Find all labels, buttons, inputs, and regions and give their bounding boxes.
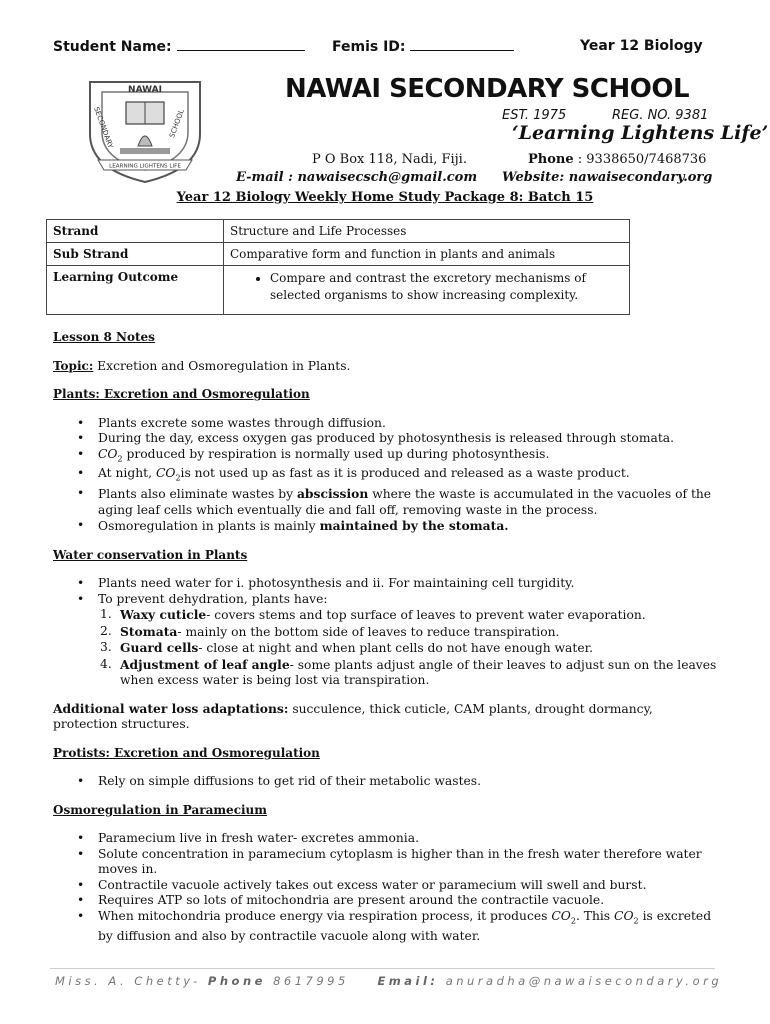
footer-teacher: Miss. A. Chetty-	[55, 974, 201, 988]
list-item: • Rely on simple diffusions to get rid of their metabolic wastes.	[53, 774, 718, 790]
item-text: - mainly on the bottom side of leaves to reduce transpiration.	[177, 624, 560, 639]
student-name-label: Student Name:	[53, 39, 172, 55]
plants-list	[53, 416, 718, 535]
water-heading: Water conservation in Plants	[53, 547, 248, 562]
protists-list	[53, 774, 718, 790]
item-number: 2.	[100, 623, 112, 638]
phone-number: : 9338650/7468736	[577, 152, 707, 167]
list-item-text: Osmoregulation in plants is mainly	[98, 519, 316, 534]
topic-line	[53, 359, 718, 375]
femis-id-field	[332, 38, 514, 55]
co2-formula: CO	[614, 908, 634, 923]
table-key: Learning Outcome	[47, 266, 224, 315]
school-name: NAWAI SECONDARY SCHOOL	[285, 74, 690, 104]
co2-formula: CO	[98, 446, 118, 461]
list-item-text: is not used up as fast as it is produced and released as a waste product.	[180, 466, 630, 481]
topic-value: Excretion and Osmoregulation in Plants.	[97, 358, 351, 373]
lesson-body	[53, 330, 718, 944]
lesson-label: Lesson 8 Notes	[53, 330, 155, 344]
co2-subscript: 2	[117, 453, 123, 463]
table-value: • Compare and contrast the excretory mechanisms of selected organisms to show increasing complexity.	[270, 270, 623, 304]
table-key: Sub Strand	[47, 243, 224, 266]
plants-heading: Plants: Excretion and Osmoregulation	[53, 387, 310, 401]
table-row	[47, 220, 630, 243]
item-number: 4.	[100, 656, 112, 671]
school-logo	[80, 74, 210, 186]
list-item	[53, 466, 718, 486]
additional-adaptations	[53, 701, 718, 733]
package-title: Year 12 Biology Weekly Home Study Package 8: Batch 15	[176, 190, 594, 205]
abscission-term: abscission	[296, 486, 369, 502]
list-item: • Contractile vacuole actively takes out excess water or paramecium will swell and burst.	[53, 878, 718, 894]
topic-label: Topic:	[53, 358, 94, 373]
list-item: • Requires ATP so lots of mitochondria are present around the contractile vacuole.	[53, 893, 718, 909]
list-item	[53, 518, 718, 535]
footer-email-label: Email:	[377, 974, 439, 988]
school-website: Website: nawaisecondary.org	[502, 170, 713, 185]
list-item-text: Plants also eliminate wastes by	[98, 487, 294, 502]
table-value-cell	[224, 266, 630, 315]
page-footer	[55, 974, 722, 988]
list-item: • Paramecium live in fresh water- excretes ammonia.	[53, 831, 718, 847]
phone-label: Phone	[528, 152, 574, 167]
numbered-item	[53, 624, 718, 641]
item-number: 1.	[100, 607, 112, 622]
item-text: - covers stems and top surface of leaves to prevent water evaporation.	[206, 608, 646, 623]
list-item	[53, 447, 718, 467]
item-term: Adjustment of leaf angle	[120, 656, 290, 672]
numbered-item	[53, 607, 718, 624]
femis-id-blank	[410, 38, 514, 51]
numbered-item	[53, 657, 718, 689]
protists-heading: Protists: Excretion and Osmoregulation	[53, 745, 320, 760]
registration-number: REG. NO. 9381	[612, 108, 709, 123]
item-term: Stomata	[120, 623, 178, 639]
paramecium-heading: Osmoregulation in Paramecium	[53, 802, 267, 817]
logo-banner: LEARNING LIGHTENS LIFE	[109, 163, 181, 170]
student-name-blank	[177, 38, 305, 51]
adaptation-list	[53, 607, 718, 689]
additional-text: succulence, thick cuticle, CAM plants, drought dormancy, protection structures.	[53, 701, 653, 732]
footer-email: anuradha@nawaisecondary.org	[445, 974, 723, 988]
table-value: Structure and Life Processes	[224, 220, 630, 243]
co2-subscript: 2	[570, 916, 576, 926]
logo-text-right: SCHOOL	[168, 108, 186, 139]
item-number: 3.	[100, 640, 112, 655]
table-key: Strand	[47, 220, 224, 243]
year-label: Year 12 Biology	[580, 38, 703, 54]
water-list	[53, 576, 718, 607]
item-text: - some plants adjust angle of their leaves to adjust sun on the leaves when excess water is being lost via transpiration.	[120, 657, 717, 688]
item-text: - close at night and when plant cells do not have enough water.	[198, 641, 594, 656]
school-motto: ‘Learning Lightens Life’	[512, 122, 769, 144]
item-term: Waxy cuticle	[120, 607, 207, 623]
list-item-text: At night,	[98, 466, 153, 481]
list-item: • Solute concentration in paramecium cytoplasm is higher than in the fresh water therefore water moves in.	[53, 847, 718, 878]
outcome-table	[46, 219, 630, 315]
established-year: EST. 1975	[502, 108, 567, 123]
item-term: Guard cells	[120, 640, 199, 656]
co2-subscript: 2	[633, 916, 639, 926]
footer-phone-label: Phone	[207, 974, 266, 988]
footer-rule	[50, 968, 715, 969]
co2-formula: CO	[551, 908, 571, 923]
footer-phone: 8617995	[273, 974, 349, 988]
table-value: Comparative form and function in plants and animals	[224, 243, 630, 266]
list-item-text: where the waste is accumulated in the vacuoles of the aging leaf cells which eventually die and fall off, removing waste in the process.	[98, 487, 712, 517]
additional-label: Additional water loss adaptations:	[53, 700, 289, 716]
list-item-text: . This	[575, 908, 611, 923]
logo-text-top: NAWAI	[128, 85, 162, 95]
paramecium-list	[53, 831, 718, 944]
numbered-item	[53, 640, 718, 657]
list-item-text: produced by respiration is normally used up during photosynthesis.	[126, 446, 550, 461]
logo-text-left: SECONDARY	[92, 105, 115, 150]
co2-formula: CO	[155, 466, 176, 481]
po-box: P O Box 118, Nadi, Fiji.	[312, 152, 467, 167]
phone-line	[528, 152, 706, 167]
co2-subscript: 2	[175, 473, 181, 483]
student-name-field	[53, 38, 305, 55]
list-item: • To prevent dehydration, plants have:	[53, 592, 718, 608]
list-item: • Plants need water for i. photosynthesis and ii. For maintaining cell turgidity.	[53, 576, 718, 592]
school-email: E-mail : nawaisecsch@gmail.com	[236, 170, 478, 185]
femis-id-label: Femis ID:	[332, 39, 406, 55]
stomata-term: maintained by the stomata.	[319, 518, 509, 534]
list-item-text: is excreted by diffusion and also by contractile vacuole along with water.	[98, 908, 712, 943]
list-item	[53, 486, 718, 518]
list-item: • During the day, excess oxygen gas produced by photosynthesis is released through stomata.	[53, 431, 718, 447]
list-item-text: When mitochondria produce energy via respiration process, it produces	[98, 908, 548, 923]
table-row	[47, 243, 630, 266]
list-item: • Plants excrete some wastes through diffusion.	[53, 416, 718, 432]
list-item	[53, 909, 718, 944]
table-row	[47, 266, 630, 315]
